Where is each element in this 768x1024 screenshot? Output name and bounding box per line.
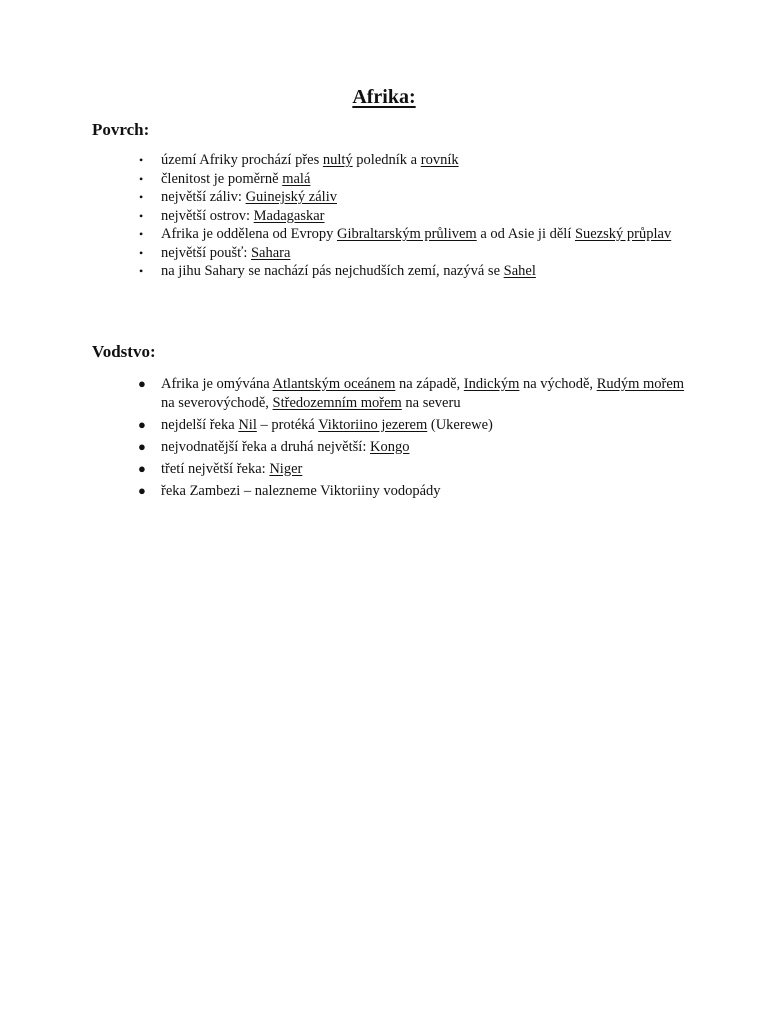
item-text: poledník a	[352, 152, 421, 168]
section-heading-povrch: Povrch:	[92, 120, 150, 139]
bullet-list-povrch	[0, 151, 768, 281]
underlined-term: rovník	[420, 152, 459, 168]
underlined-term: Suezský průplav	[574, 226, 672, 242]
underlined-term: Guinejský záliv	[245, 189, 337, 205]
bullet-list-vodstvo	[0, 375, 768, 504]
item-text: na jihu Sahary se nachází pás nejchudších zemí, nazývá se	[161, 263, 504, 279]
underlined-term: Gibraltarským průlivem	[336, 226, 477, 242]
item-text: Afrika je oddělena od Evropy	[161, 226, 337, 242]
list-item	[0, 438, 768, 457]
list-item	[0, 416, 768, 435]
item-text: Afrika je omývána	[161, 376, 273, 392]
list-item	[0, 460, 768, 479]
list-item	[0, 244, 768, 263]
list-item	[0, 188, 768, 207]
underlined-term: Viktoriino jezerem	[318, 416, 428, 433]
bullet-icon: •	[139, 245, 144, 260]
list-item	[0, 375, 768, 412]
bullet-icon: ●	[138, 438, 146, 454]
underlined-term: nultý	[322, 152, 353, 168]
item-text: území Afriky prochází přes	[161, 152, 323, 168]
item-text: na východě,	[519, 376, 597, 392]
item-text: – protéká	[256, 416, 319, 433]
underlined-term: Středozemním mořem	[272, 394, 402, 411]
list-item	[0, 207, 768, 226]
list-item	[0, 225, 768, 244]
underlined-term: Kongo	[369, 438, 410, 455]
bullet-icon: •	[139, 264, 144, 278]
bullet-icon: •	[139, 153, 144, 167]
item-text: na severu	[401, 394, 461, 411]
item-text: členitost je poměrně	[161, 170, 283, 187]
bullet-icon: •	[139, 208, 144, 223]
underlined-term: Rudým mořem	[596, 376, 685, 392]
item-text: největší záliv:	[161, 189, 246, 205]
item-text: nejvodnatější řeka a druhá největší:	[161, 438, 370, 455]
item-text: třetí největší řeka:	[161, 460, 270, 477]
item-text: nejdelší řeka	[161, 416, 239, 433]
page-title: Afrika:	[352, 86, 416, 108]
bullet-icon: ●	[138, 460, 146, 476]
list-item	[0, 262, 768, 281]
bullet-icon: ●	[138, 376, 146, 391]
bullet-icon: •	[139, 227, 144, 241]
list-item	[0, 482, 768, 501]
item-text: a od Asie ji dělí	[476, 226, 575, 242]
item-text: na západě,	[395, 376, 464, 392]
item-text: řeka Zambezi – nalezneme Viktoriiny vodopády	[161, 482, 441, 499]
list-item	[0, 170, 768, 189]
list-item	[0, 151, 768, 170]
underlined-term: Sahara	[250, 244, 291, 261]
underlined-term: Niger	[269, 460, 303, 477]
underlined-term: malá	[282, 170, 311, 187]
bullet-icon: ●	[138, 482, 146, 498]
item-text: na severovýchodě,	[161, 394, 273, 411]
item-text: největší poušť:	[161, 244, 251, 261]
underlined-term: Indickým	[463, 376, 520, 392]
bullet-icon: •	[139, 171, 144, 186]
section-heading-vodstvo: Vodstvo:	[92, 342, 156, 361]
underlined-term: Nil	[238, 416, 257, 433]
underlined-term: Atlantským oceánem	[272, 376, 396, 392]
bullet-icon: •	[139, 190, 144, 204]
underlined-term: Madagaskar	[253, 207, 325, 224]
bullet-icon: ●	[138, 416, 146, 432]
item-text: největší ostrov:	[161, 207, 254, 224]
item-text: (Ukerewe)	[427, 416, 493, 433]
underlined-term: Sahel	[503, 263, 536, 279]
